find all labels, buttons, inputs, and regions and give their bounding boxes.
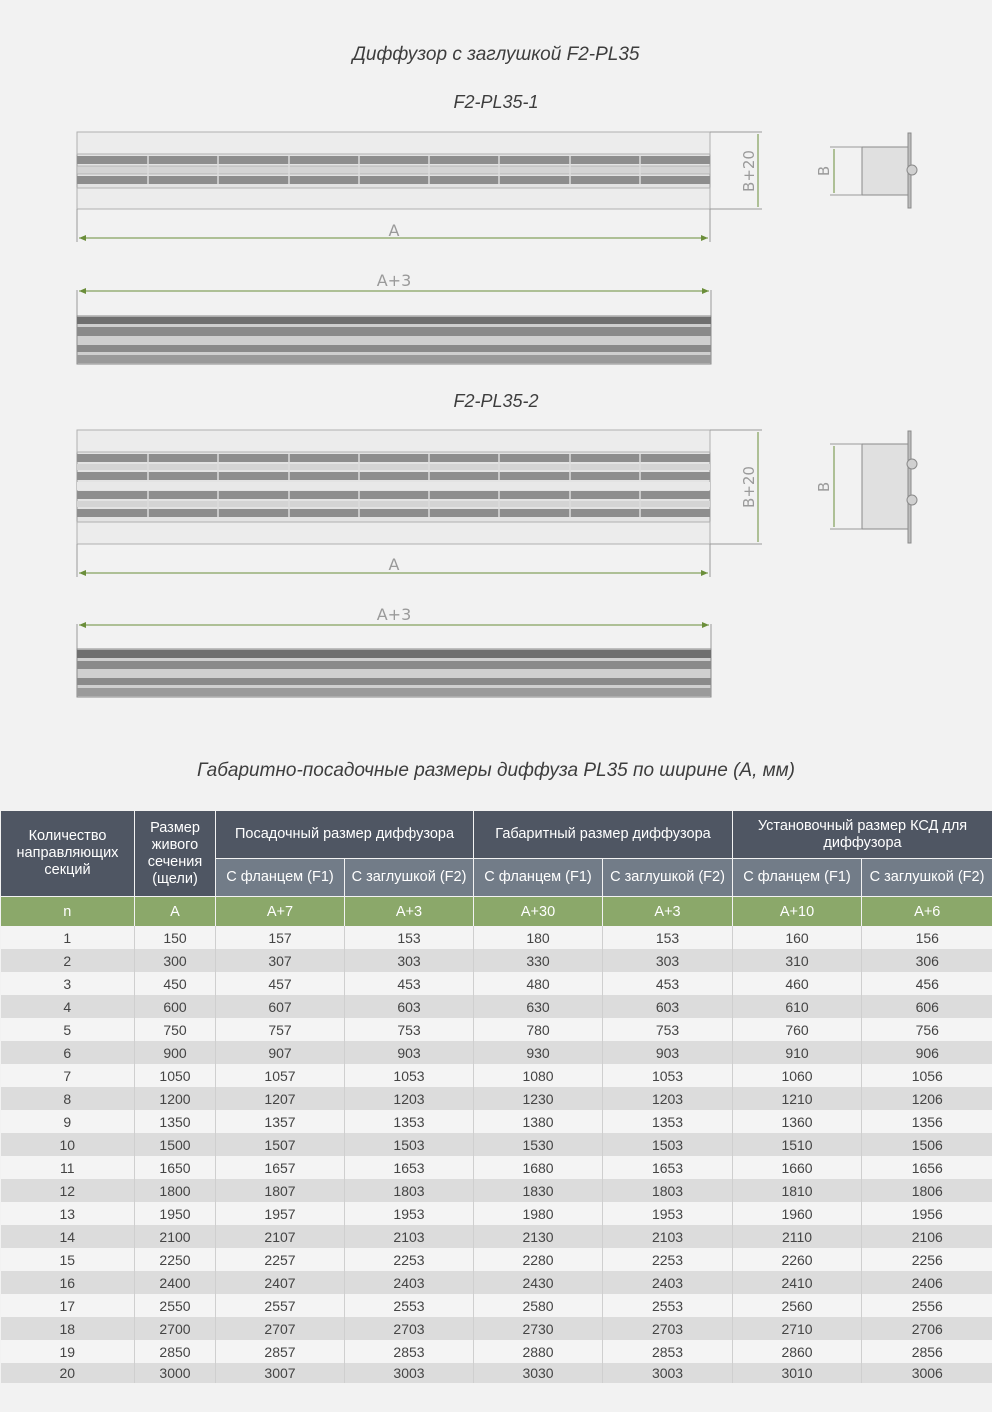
table-row [1, 1363, 992, 1383]
table-cell: 1950 [135, 1202, 216, 1225]
table-row [1, 1340, 992, 1363]
table-cell: 757 [216, 1018, 345, 1041]
table-cell: 3 [1, 972, 135, 995]
table-cell: 456 [862, 972, 992, 995]
table-cell: 2860 [733, 1340, 862, 1363]
table-cell: 2253 [603, 1248, 733, 1271]
formula-row [1, 897, 992, 927]
table-row [1, 1179, 992, 1202]
variant-2-title: F2-PL35-2 [453, 391, 539, 411]
table-cell: 2280 [474, 1248, 603, 1271]
header-sub-f2: С заглушкой (F2) [862, 859, 992, 897]
table-cell: 1207 [216, 1087, 345, 1110]
table-cell: 2856 [862, 1340, 992, 1363]
table-cell: 3000 [135, 1363, 216, 1383]
table-cell: 2250 [135, 1248, 216, 1271]
table-cell: 2730 [474, 1317, 603, 1340]
table-cell: 1503 [345, 1133, 474, 1156]
front-view-1 [77, 132, 762, 242]
table-cell: 760 [733, 1018, 862, 1041]
table-cell: 1203 [603, 1087, 733, 1110]
table-cell: 1360 [733, 1110, 862, 1133]
table-cell: 1500 [135, 1133, 216, 1156]
table-cell: 1350 [135, 1110, 216, 1133]
table-cell: 310 [733, 949, 862, 972]
drawing-variant-2 [0, 420, 992, 720]
table-cell: 780 [474, 1018, 603, 1041]
table-cell: 2406 [862, 1271, 992, 1294]
table-cell: 150 [135, 926, 216, 949]
table-cell: 2857 [216, 1340, 345, 1363]
table-cell: 303 [603, 949, 733, 972]
table-cell: 460 [733, 972, 862, 995]
table-cell: 1210 [733, 1087, 862, 1110]
table-cell: 1053 [345, 1064, 474, 1087]
table-cell: 1660 [733, 1156, 862, 1179]
table-cell: 2403 [603, 1271, 733, 1294]
table-cell: 2850 [135, 1340, 216, 1363]
top-view-2 [77, 605, 711, 697]
table-cell: 1200 [135, 1087, 216, 1110]
table-cell: 2260 [733, 1248, 862, 1271]
table-cell: 2853 [603, 1340, 733, 1363]
table-cell: 160 [733, 926, 862, 949]
table-cell: 2110 [733, 1225, 862, 1248]
table-cell: 1230 [474, 1087, 603, 1110]
header-sub-f1: С фланцем (F1) [216, 859, 345, 897]
table-cell: 1 [1, 926, 135, 949]
table-cell: 300 [135, 949, 216, 972]
table-cell: 903 [345, 1041, 474, 1064]
table-cell: 1806 [862, 1179, 992, 1202]
table-cell: 1510 [733, 1133, 862, 1156]
dim-b20-1: B+20 [740, 150, 758, 192]
table-row [1, 949, 992, 972]
table-cell: 3003 [603, 1363, 733, 1383]
table-cell: 1960 [733, 1202, 862, 1225]
table-cell: 1956 [862, 1202, 992, 1225]
table-cell: 603 [345, 995, 474, 1018]
table-cell: 1953 [345, 1202, 474, 1225]
table-cell: 906 [862, 1041, 992, 1064]
table-cell: 18 [1, 1317, 135, 1340]
table-cell: 2853 [345, 1340, 474, 1363]
table-cell: 2403 [345, 1271, 474, 1294]
table-cell: 3010 [733, 1363, 862, 1383]
dim-b-1: B [815, 165, 833, 177]
table-cell: 756 [862, 1018, 992, 1041]
table-row [1, 1248, 992, 1271]
side-view-1 [815, 133, 917, 208]
table-cell: 1953 [603, 1202, 733, 1225]
table-cell: 2553 [345, 1294, 474, 1317]
table-cell: 2557 [216, 1294, 345, 1317]
table-cell: 1353 [603, 1110, 733, 1133]
table-cell: 3007 [216, 1363, 345, 1383]
table-row [1, 1110, 992, 1133]
table-row [1, 1087, 992, 1110]
formula-cell: A [135, 897, 216, 927]
table-cell: 2407 [216, 1271, 345, 1294]
table-cell: 1356 [862, 1110, 992, 1133]
table-cell: 1800 [135, 1179, 216, 1202]
table-row [1, 1225, 992, 1248]
dim-a-1: A [388, 221, 400, 240]
table-row [1, 926, 992, 949]
table-cell: 10 [1, 1133, 135, 1156]
header-sub-f2: С заглушкой (F2) [603, 859, 733, 897]
header-group-ksd: Установочный размер КСД для диффузора [733, 811, 992, 859]
table-row [1, 1156, 992, 1179]
formula-cell: A+7 [216, 897, 345, 927]
page-title: Диффузор с заглушкой F2-PL35 [352, 44, 640, 65]
table-cell: 2703 [603, 1317, 733, 1340]
dim-b20-2: B+20 [740, 466, 758, 508]
table-cell: 750 [135, 1018, 216, 1041]
table-cell: 1357 [216, 1110, 345, 1133]
table-row [1, 1064, 992, 1087]
header-sections: Количество направляющих секций [1, 811, 135, 897]
table-cell: 2100 [135, 1225, 216, 1248]
table-cell: 603 [603, 995, 733, 1018]
table-cell: 20 [1, 1363, 135, 1383]
table-cell: 2256 [862, 1248, 992, 1271]
table-cell: 7 [1, 1064, 135, 1087]
dim-b-2: B [815, 481, 833, 493]
table-cell: 2710 [733, 1317, 862, 1340]
table-cell: 1050 [135, 1064, 216, 1087]
table-cell: 13 [1, 1202, 135, 1225]
dim-a3-2: A+3 [376, 605, 412, 624]
table-cell: 2707 [216, 1317, 345, 1340]
table-cell: 157 [216, 926, 345, 949]
table-row [1, 995, 992, 1018]
table-cell: 900 [135, 1041, 216, 1064]
table-cell: 1503 [603, 1133, 733, 1156]
table-row [1, 1018, 992, 1041]
table-cell: 930 [474, 1041, 603, 1064]
table-cell: 156 [862, 926, 992, 949]
table-row [1, 1271, 992, 1294]
table-cell: 15 [1, 1248, 135, 1271]
table-cell: 1053 [603, 1064, 733, 1087]
table-cell: 907 [216, 1041, 345, 1064]
table-title: Габаритно-посадочные размеры диффуза PL35 по ширине (А, мм) [196, 760, 796, 781]
table-cell: 2130 [474, 1225, 603, 1248]
table-cell: 753 [345, 1018, 474, 1041]
formula-cell: A+3 [603, 897, 733, 927]
header-sub-f1: С фланцем (F1) [474, 859, 603, 897]
table-cell: 610 [733, 995, 862, 1018]
table-cell: 1057 [216, 1064, 345, 1087]
table-cell: 153 [603, 926, 733, 949]
header-sub-f1: С фланцем (F1) [733, 859, 862, 897]
table-cell: 1080 [474, 1064, 603, 1087]
table-cell: 2430 [474, 1271, 603, 1294]
table-cell: 1530 [474, 1133, 603, 1156]
table-cell: 1653 [603, 1156, 733, 1179]
table-cell: 2556 [862, 1294, 992, 1317]
table-cell: 180 [474, 926, 603, 949]
table-row [1, 1041, 992, 1064]
table-cell: 600 [135, 995, 216, 1018]
table-cell: 1203 [345, 1087, 474, 1110]
table-cell: 910 [733, 1041, 862, 1064]
table-cell: 453 [603, 972, 733, 995]
formula-cell: A+6 [862, 897, 992, 927]
table-cell: 2560 [733, 1294, 862, 1317]
table-row [1, 1317, 992, 1340]
table-cell: 2880 [474, 1340, 603, 1363]
table-cell: 1830 [474, 1179, 603, 1202]
formula-cell: A+3 [345, 897, 474, 927]
table-cell: 2106 [862, 1225, 992, 1248]
header-group-overall: Габаритный размер диффузора [474, 811, 733, 859]
table-cell: 14 [1, 1225, 135, 1248]
table-cell: 2410 [733, 1271, 862, 1294]
table-cell: 903 [603, 1041, 733, 1064]
table-cell: 1650 [135, 1156, 216, 1179]
table-cell: 3006 [862, 1363, 992, 1383]
table-cell: 2257 [216, 1248, 345, 1271]
formula-cell: n [1, 897, 135, 927]
table-cell: 453 [345, 972, 474, 995]
table-cell: 1980 [474, 1202, 603, 1225]
table-cell: 330 [474, 949, 603, 972]
table-cell: 606 [862, 995, 992, 1018]
table-row [1, 1202, 992, 1225]
table-cell: 2553 [603, 1294, 733, 1317]
formula-cell: A+30 [474, 897, 603, 927]
table-cell: 1060 [733, 1064, 862, 1087]
table-cell: 303 [345, 949, 474, 972]
table-cell: 2400 [135, 1271, 216, 1294]
table-row [1, 1294, 992, 1317]
table-cell: 2580 [474, 1294, 603, 1317]
table-cell: 4 [1, 995, 135, 1018]
table-cell: 607 [216, 995, 345, 1018]
table-body [1, 897, 992, 1384]
table-cell: 1803 [603, 1179, 733, 1202]
front-view-2 [77, 430, 762, 577]
table-cell: 450 [135, 972, 216, 995]
table-cell: 1380 [474, 1110, 603, 1133]
dim-a3-1: A+3 [376, 271, 412, 290]
table-cell: 3030 [474, 1363, 603, 1383]
header-group-mounting: Посадочный размер диффузора [216, 811, 474, 859]
table-cell: 153 [345, 926, 474, 949]
table-cell: 1507 [216, 1133, 345, 1156]
table-cell: 457 [216, 972, 345, 995]
table-cell: 5 [1, 1018, 135, 1041]
table-cell: 2253 [345, 1248, 474, 1271]
table-cell: 1680 [474, 1156, 603, 1179]
table-cell: 1957 [216, 1202, 345, 1225]
table-cell: 753 [603, 1018, 733, 1041]
table-cell: 306 [862, 949, 992, 972]
table-cell: 1653 [345, 1156, 474, 1179]
table-row [1, 972, 992, 995]
table-cell: 1056 [862, 1064, 992, 1087]
table-cell: 8 [1, 1087, 135, 1110]
table-cell: 2103 [345, 1225, 474, 1248]
table-cell: 16 [1, 1271, 135, 1294]
table-cell: 1506 [862, 1133, 992, 1156]
formula-cell: A+10 [733, 897, 862, 927]
table-cell: 11 [1, 1156, 135, 1179]
table-cell: 1353 [345, 1110, 474, 1133]
table-cell: 1810 [733, 1179, 862, 1202]
header-sub-f2: С заглушкой (F2) [345, 859, 474, 897]
table-row [1, 1133, 992, 1156]
table-cell: 2706 [862, 1317, 992, 1340]
dim-a-2: A [388, 555, 400, 574]
table-cell: 2700 [135, 1317, 216, 1340]
table-cell: 3003 [345, 1363, 474, 1383]
table-cell: 1803 [345, 1179, 474, 1202]
variant-1-title: F2-PL35-1 [453, 92, 539, 112]
table-cell: 480 [474, 972, 603, 995]
table-cell: 1206 [862, 1087, 992, 1110]
table-cell: 17 [1, 1294, 135, 1317]
top-view-1 [77, 271, 711, 364]
table-cell: 2703 [345, 1317, 474, 1340]
table-cell: 1656 [862, 1156, 992, 1179]
table-cell: 1657 [216, 1156, 345, 1179]
table-cell: 307 [216, 949, 345, 972]
table-cell: 630 [474, 995, 603, 1018]
table-cell: 2107 [216, 1225, 345, 1248]
header-live-section: Размер живого сечения (щели) [135, 811, 216, 897]
table-cell: 2 [1, 949, 135, 972]
table-cell: 1807 [216, 1179, 345, 1202]
side-view-2 [815, 431, 917, 543]
table-cell: 12 [1, 1179, 135, 1202]
table-cell: 9 [1, 1110, 135, 1133]
dimensions-table [0, 810, 992, 1383]
table-cell: 6 [1, 1041, 135, 1064]
table-cell: 2103 [603, 1225, 733, 1248]
table-cell: 19 [1, 1340, 135, 1363]
table-cell: 2550 [135, 1294, 216, 1317]
